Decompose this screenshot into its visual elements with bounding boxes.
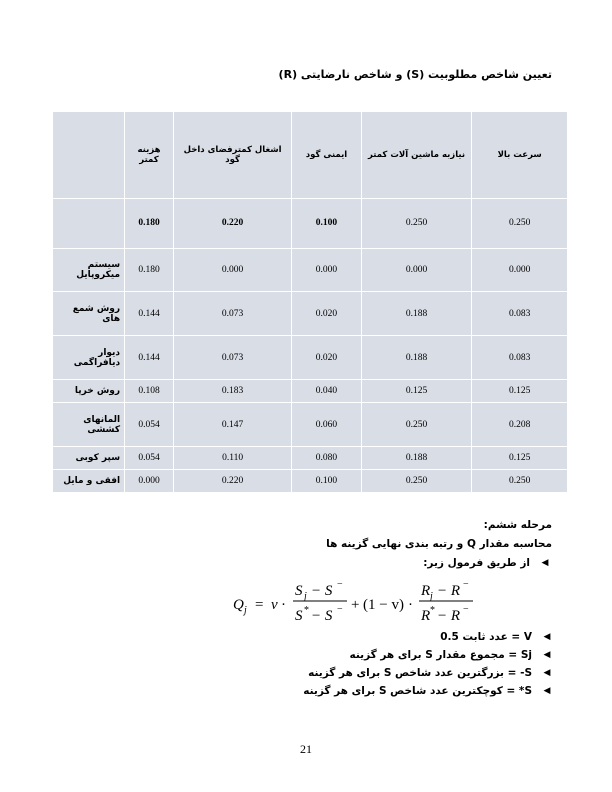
value-cell: 0.060 — [292, 403, 361, 447]
value-cell: 0.125 — [361, 380, 472, 403]
formula-r-minus-num: − R — [437, 583, 461, 599]
formula-sup-minus: − — [337, 604, 343, 615]
definition-text: Sj = مجموع مقدار S برای هر گزینه — [349, 649, 532, 661]
value-cell: 0.000 — [361, 248, 472, 292]
value-cell: 0.000 — [125, 469, 174, 492]
col-header-speed: سرعت بالا — [472, 112, 567, 198]
col-header-space: اشغال کمترفضای داخل گود — [173, 112, 291, 198]
table-row — [53, 469, 568, 492]
formula-v: v — [271, 597, 278, 613]
value-cell: 0.080 — [292, 446, 361, 469]
value-cell: 0.188 — [361, 446, 472, 469]
value-cell: 0.125 — [472, 380, 567, 403]
definition-text: V = عدد ثابت 0.5 — [440, 631, 532, 643]
col-header-safety: ایمنی گود — [292, 112, 361, 198]
row-label: المانهای کششی — [53, 403, 125, 447]
row-label: روش شمع های — [53, 292, 125, 336]
formula-r-sub-j: j — [430, 591, 433, 602]
formula-q: Q — [233, 597, 244, 613]
triangle-bullet-icon: ◀ — [543, 668, 551, 678]
weight-cell: 0.180 — [125, 198, 174, 248]
value-cell: 0.083 — [472, 336, 567, 380]
value-cell: 0.054 — [125, 446, 174, 469]
vikor-formula — [225, 576, 495, 628]
formula-sup-star: * — [430, 605, 435, 616]
value-cell: 0.073 — [173, 292, 291, 336]
value-cell: 0.020 — [292, 292, 361, 336]
value-cell: 0.108 — [125, 380, 174, 403]
formula-one-minus-v: (1 − v) — [363, 597, 404, 613]
definition-text: S- = بزرگترین عدد شاخص S برای هر گزینه — [308, 667, 532, 679]
value-cell: 0.208 — [472, 403, 567, 447]
value-cell: 0.250 — [361, 469, 472, 492]
value-cell: 0.054 — [125, 403, 174, 447]
formula-r-num: R — [421, 583, 431, 599]
formula-plus: + — [351, 597, 360, 613]
value-cell: 0.040 — [292, 380, 361, 403]
value-cell: 0.000 — [292, 248, 361, 292]
value-cell: 0.020 — [292, 336, 361, 380]
definition-text: S* = کوچکترین عدد شاخص S برای هر گزینه — [303, 685, 532, 697]
step-six-section — [72, 516, 552, 573]
weight-cell: 0.250 — [472, 198, 567, 248]
triangle-bullet-icon: ◀ — [543, 632, 551, 642]
triangle-bullet-icon: ◀ — [543, 686, 551, 696]
weights-row — [53, 198, 568, 248]
value-cell: 0.110 — [173, 446, 291, 469]
formula-s-minus-den: − S — [311, 608, 333, 624]
step-heading: مرحله ششم: — [483, 519, 552, 531]
formula-sup-minus: − — [337, 579, 343, 590]
value-cell: 0.073 — [173, 336, 291, 380]
formula-s-sub-j: j — [304, 591, 307, 602]
definitions-list — [254, 628, 554, 700]
formula-s-num: S — [295, 583, 303, 599]
triangle-bullet-icon: ◀ — [543, 650, 551, 660]
value-cell: 0.000 — [472, 248, 567, 292]
formula-r-star: R — [421, 608, 431, 624]
list-item — [254, 628, 554, 646]
weight-cell: 0.220 — [173, 198, 291, 248]
formula-sup-minus: − — [463, 579, 469, 590]
weight-cell: 0.100 — [292, 198, 361, 248]
row-label: افقی و مایل — [53, 469, 125, 492]
value-cell: 0.100 — [292, 469, 361, 492]
formula-sup-minus: − — [463, 604, 469, 615]
row-label: روش خرپا — [53, 380, 125, 403]
table-row — [53, 248, 568, 292]
step-subheading: محاسبه مقدار Q و رتبه بندی نهایی گزینه ها — [326, 538, 552, 550]
intro-text: از طریق فرمول زیر: — [423, 557, 530, 569]
col-header-machinery: نیازبه ماشین آلات کمتر — [361, 112, 472, 198]
value-cell: 0.000 — [173, 248, 291, 292]
formula-sup-star: * — [304, 605, 309, 616]
table-row — [53, 403, 568, 447]
table-row — [53, 446, 568, 469]
value-cell: 0.144 — [125, 292, 174, 336]
weight-cell: 0.250 — [361, 198, 472, 248]
value-cell: 0.188 — [361, 336, 472, 380]
triangle-bullet-icon: ◀ — [541, 558, 549, 568]
formula-r-minus-den: − R — [437, 608, 461, 624]
value-cell: 0.250 — [361, 403, 472, 447]
value-cell: 0.183 — [173, 380, 291, 403]
value-cell: 0.188 — [361, 292, 472, 336]
list-item — [254, 664, 554, 682]
intro-line — [72, 554, 552, 573]
value-cell: 0.250 — [472, 469, 567, 492]
value-cell: 0.147 — [173, 403, 291, 447]
value-cell: 0.220 — [173, 469, 291, 492]
formula-eq: = — [255, 597, 264, 613]
formula-s-star: S — [295, 608, 303, 624]
formula-s-minus-num: − S — [311, 583, 333, 599]
row-label: سپر کوبی — [53, 446, 125, 469]
table-row — [53, 380, 568, 403]
corner-cell — [53, 112, 125, 198]
decision-matrix-table — [52, 112, 567, 493]
row-label: دیوار دیافراگمی — [53, 336, 125, 380]
table-edge-divider — [567, 112, 571, 493]
formula-dot: · — [281, 597, 286, 613]
formula-dot: · — [408, 597, 413, 613]
table-row — [53, 292, 568, 336]
value-cell: 0.125 — [472, 446, 567, 469]
list-item — [254, 646, 554, 664]
section-title: تعیین شاخص مطلوبیت (S) و شاخص نارضایتی (R) — [278, 68, 552, 81]
row-label: سیستم میکروپایل — [53, 248, 125, 292]
col-header-cost: هزینه کمتر — [125, 112, 174, 198]
weights-label-cell — [53, 198, 125, 248]
table-row — [53, 336, 568, 380]
value-cell: 0.180 — [125, 248, 174, 292]
value-cell: 0.083 — [472, 292, 567, 336]
header-row — [53, 112, 568, 198]
value-cell: 0.144 — [125, 336, 174, 380]
formula-sub-j: j — [244, 605, 247, 616]
page-number: 21 — [300, 742, 312, 756]
list-item — [254, 682, 554, 700]
